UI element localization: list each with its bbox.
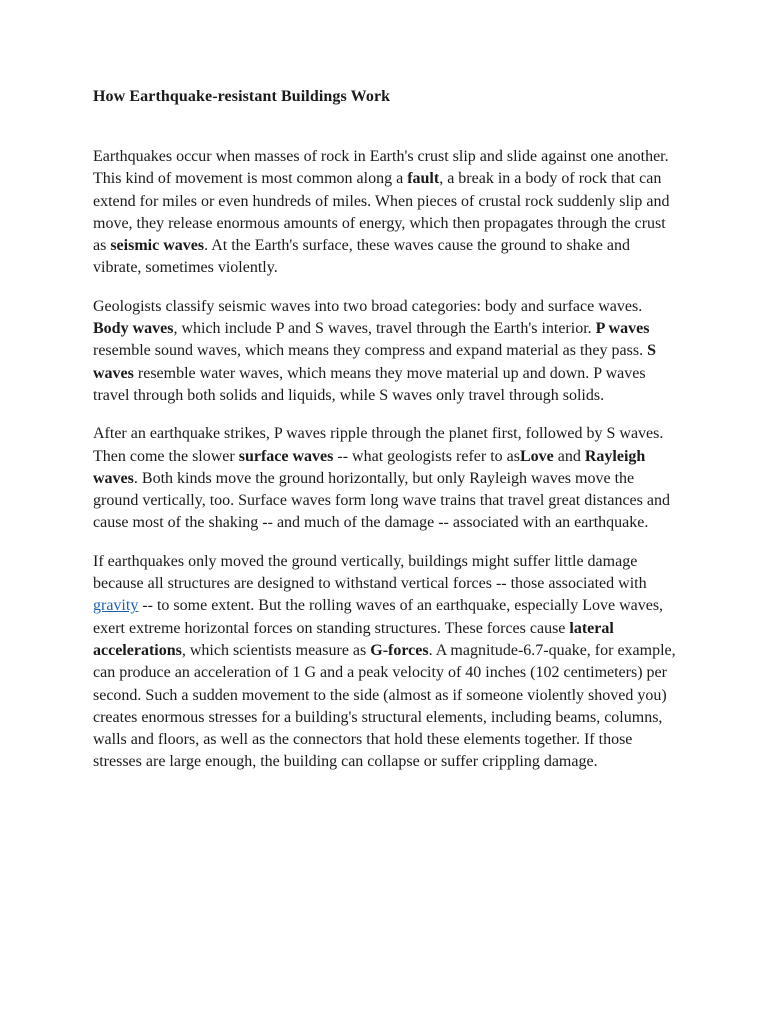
paragraph-1 (93, 146, 678, 280)
document-title: How Earthquake-resistant Buildings Work (93, 88, 391, 105)
document-page (93, 86, 678, 790)
bold-term: S waves (93, 342, 656, 382)
text-run: resemble water waves, which means they move material up and down. P waves travel through both solids and liquids, while S waves only travel through solids. (93, 364, 646, 404)
paragraph-2 (93, 296, 678, 407)
text-run: Earthquakes occur when masses of rock in Earth's crust slip and slide against one another. This kind of movement is most common along a (93, 148, 669, 188)
bold-term: lateral accelerations (93, 619, 614, 659)
bold-term: G-forces (370, 641, 429, 659)
bold-term: seismic waves (110, 237, 205, 255)
bold-term: fault (407, 170, 440, 188)
text-run: . A magnitude-6.7-quake, for example, can produce an acceleration of 1 G and a peak velocity of 40 inches (102 centimeters) per second. Such a sudden movement to the side (almost as if someone violently shoved you) creates enormous stresses for a building's structural elements, including beams, columns, walls and floors, as well as the connectors that hold these elements together. If those stresses are large enough, the building can collapse or suffer crippling damage. (93, 641, 676, 771)
text-run: -- to some extent. But the rolling waves of an earthquake, especially Love waves, exert extreme horizontal forces on standing structures. These forces cause (93, 597, 664, 637)
bold-term: Love (519, 447, 554, 465)
text-run: After an earthquake strikes, P waves ripple through the planet first, followed by S waves. Then come the slower (93, 425, 664, 465)
bold-term: Body waves (93, 320, 174, 338)
text-run: , which include P and S waves, travel through the Earth's interior. (173, 320, 596, 338)
bold-term: Rayleigh waves (93, 447, 646, 487)
text-run: , a break in a body of rock that can extend for miles or even hundreds of miles. When pieces of crustal rock suddenly slip and move, they release enormous amounts of energy, which then propagates through the crust as (93, 170, 670, 255)
text-run: and (553, 447, 585, 465)
document-body (93, 146, 678, 774)
paragraph-4 (93, 551, 678, 774)
text-run: -- what geologists refer to as (333, 447, 520, 465)
bold-term: surface waves (238, 447, 334, 465)
text-run: . At the Earth's surface, these waves cause the ground to shake and vibrate, sometimes violently. (93, 237, 630, 277)
text-run: If earthquakes only moved the ground vertically, buildings might suffer little damage because all structures are designed to withstand vertical forces -- those associated with (93, 552, 647, 593)
gravity-link[interactable]: gravity (93, 597, 139, 615)
paragraph-3 (93, 423, 678, 534)
text-run: Geologists classify seismic waves into two broad categories: body and surface waves. (93, 297, 643, 315)
text-run: . Both kinds move the ground horizontally, but only Rayleigh waves move the ground vertically, too. Surface waves form long wave trains that travel great distances and cause most of the shaking -- and much of the damage -- associated with an earthquake. (93, 469, 670, 532)
text-run: resemble sound waves, which means they compress and expand material as they pass. (93, 342, 648, 360)
text-run: , which scientists measure as (181, 641, 371, 659)
bold-term: P waves (595, 320, 650, 338)
